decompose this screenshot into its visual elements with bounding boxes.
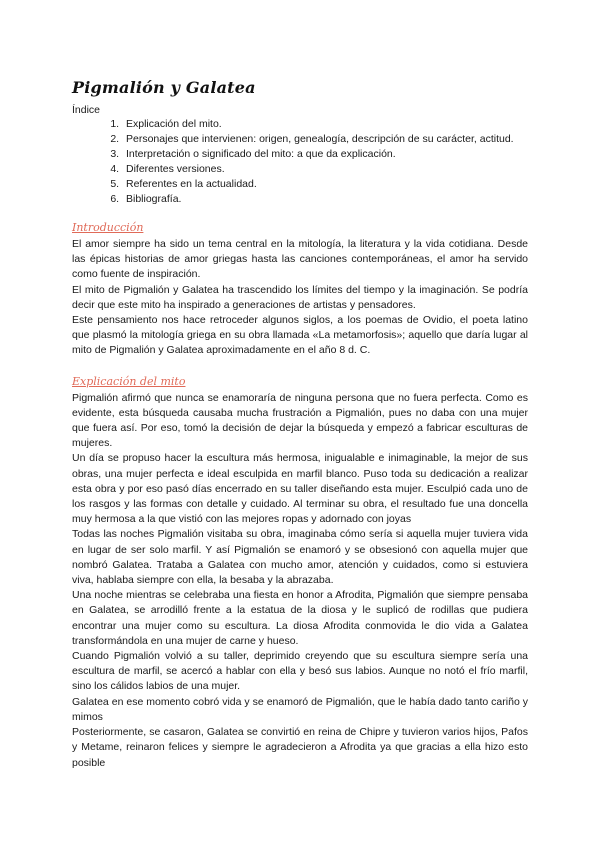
toc-item: 1. Explicación del mito. <box>122 117 528 132</box>
section-heading-explicacion: Explicación del mito <box>72 374 186 388</box>
paragraph: Galatea en ese momento cobró vida y se enamoró de Pigmalión, que le había dado tanto cariño y mimos <box>72 695 528 723</box>
paragraph: Pigmalión afirmó que nunca se enamoraría de ninguna persona que no fuera perfecta. Como es evidente, esta búsqueda causaba mucha frustración a Pigmalión, pues no daba con una mujer que fuera así. Por eso, tomó la decisión de dejar la búsqueda y empezó a fabricar esculturas de mujeres. <box>72 391 528 450</box>
toc-label: Índice <box>72 104 101 116</box>
toc-item: 4. Diferentes versiones. <box>122 162 528 177</box>
section-heading-introduccion: Introducción <box>72 221 144 234</box>
paragraph: El amor siempre ha sido un tema central en la mitología, la literatura y la vida cotidiana. Desde las épicas historias de amor griegas hasta las canciones contemporáneas, el amor ha servido como fuente de inspiración. <box>72 238 528 281</box>
toc-item: 3. Interpretación o significado del mito: a que da explicación. <box>122 147 528 162</box>
document-title: Pigmalión y Galatea <box>72 78 256 97</box>
paragraph: Una noche mientras se celebraba una fiesta en honor a Afrodita, Pigmalión que siempre pensaba en Galatea, se arrodilló frente a la estatua de la diosa y le suplicó de rodillas que pudiera encontrar una mujer como su escultura. La diosa Afrodita conmovida le dio vida a Galatea transformándola en una mujer de carne y hueso. <box>72 589 528 647</box>
toc-item: 5. Referentes en la actualidad. <box>122 177 528 192</box>
paragraph: Todas las noches Pigmalión visitaba su obra, imaginaba cómo sería si aquella mujer tuviera vida en lugar de ser solo marfil. Y así Pigmalión se enamoró y se obsesionó con aquella mujer que nombró Galatea. Trataba a Galatea con mucho amor, atención y cuidados, como si estuviera viva, hablaba siempre con ella, la besaba y la abrazaba. <box>72 528 528 587</box>
paragraph: El mito de Pigmalión y Galatea ha trascendido los límites del tiempo y la imaginación. Se podría decir que este mito ha inspirado a generaciones de artistas y pensadores. <box>72 283 528 311</box>
paragraph: Un día se propuso hacer la escultura más hermosa, inigualable e inimaginable, la mejor de sus obras, una mujer perfecta e ideal esculpida en marfil blanco. Puso toda su dedicación a realizar esta obra y por eso pasó días encerrado en su taller diseñando esta mujer. Esculpió cada uno de los rasgos y las formas con detalle y cuidado. Al terminar su obra, el resultado fue una doncella muy hermosa a la que vistió con las mejores ropas y adornado con joyas <box>72 452 528 526</box>
toc-list <box>72 117 528 207</box>
toc-item: 2. Personajes que intervienen: origen, genealogía, descripción de su carácter, actitud. <box>122 132 528 147</box>
toc-item: 6. Bibliografía. <box>122 192 528 207</box>
document-page <box>72 78 528 771</box>
paragraph: Cuando Pigmalión volvió a su taller, deprimido creyendo que su escultura siempre sería una escultura de marfil, se acercó a hablar con ella y besó sus labios. Aunque no notó el frío marfil, sino los cálidos labios de una mujer. <box>72 650 528 693</box>
paragraph: Este pensamiento nos hace retroceder algunos siglos, a los poemas de Ovidio, el poeta latino que plasmó la mitología griega en su obra llamada «La metamorfosis»; aquello que daría lugar al mito de Pigmalión y Galatea aproximadamente en el año 8 d. C. <box>72 314 528 357</box>
paragraph: Posteriormente, se casaron, Galatea se convirtió en reina de Chipre y tuvieron varios hijos, Pafos y Metame, reinaron felices y siempre le agradecieron a Afrodita ya que gracias a ella hizo esto posible <box>72 726 528 769</box>
